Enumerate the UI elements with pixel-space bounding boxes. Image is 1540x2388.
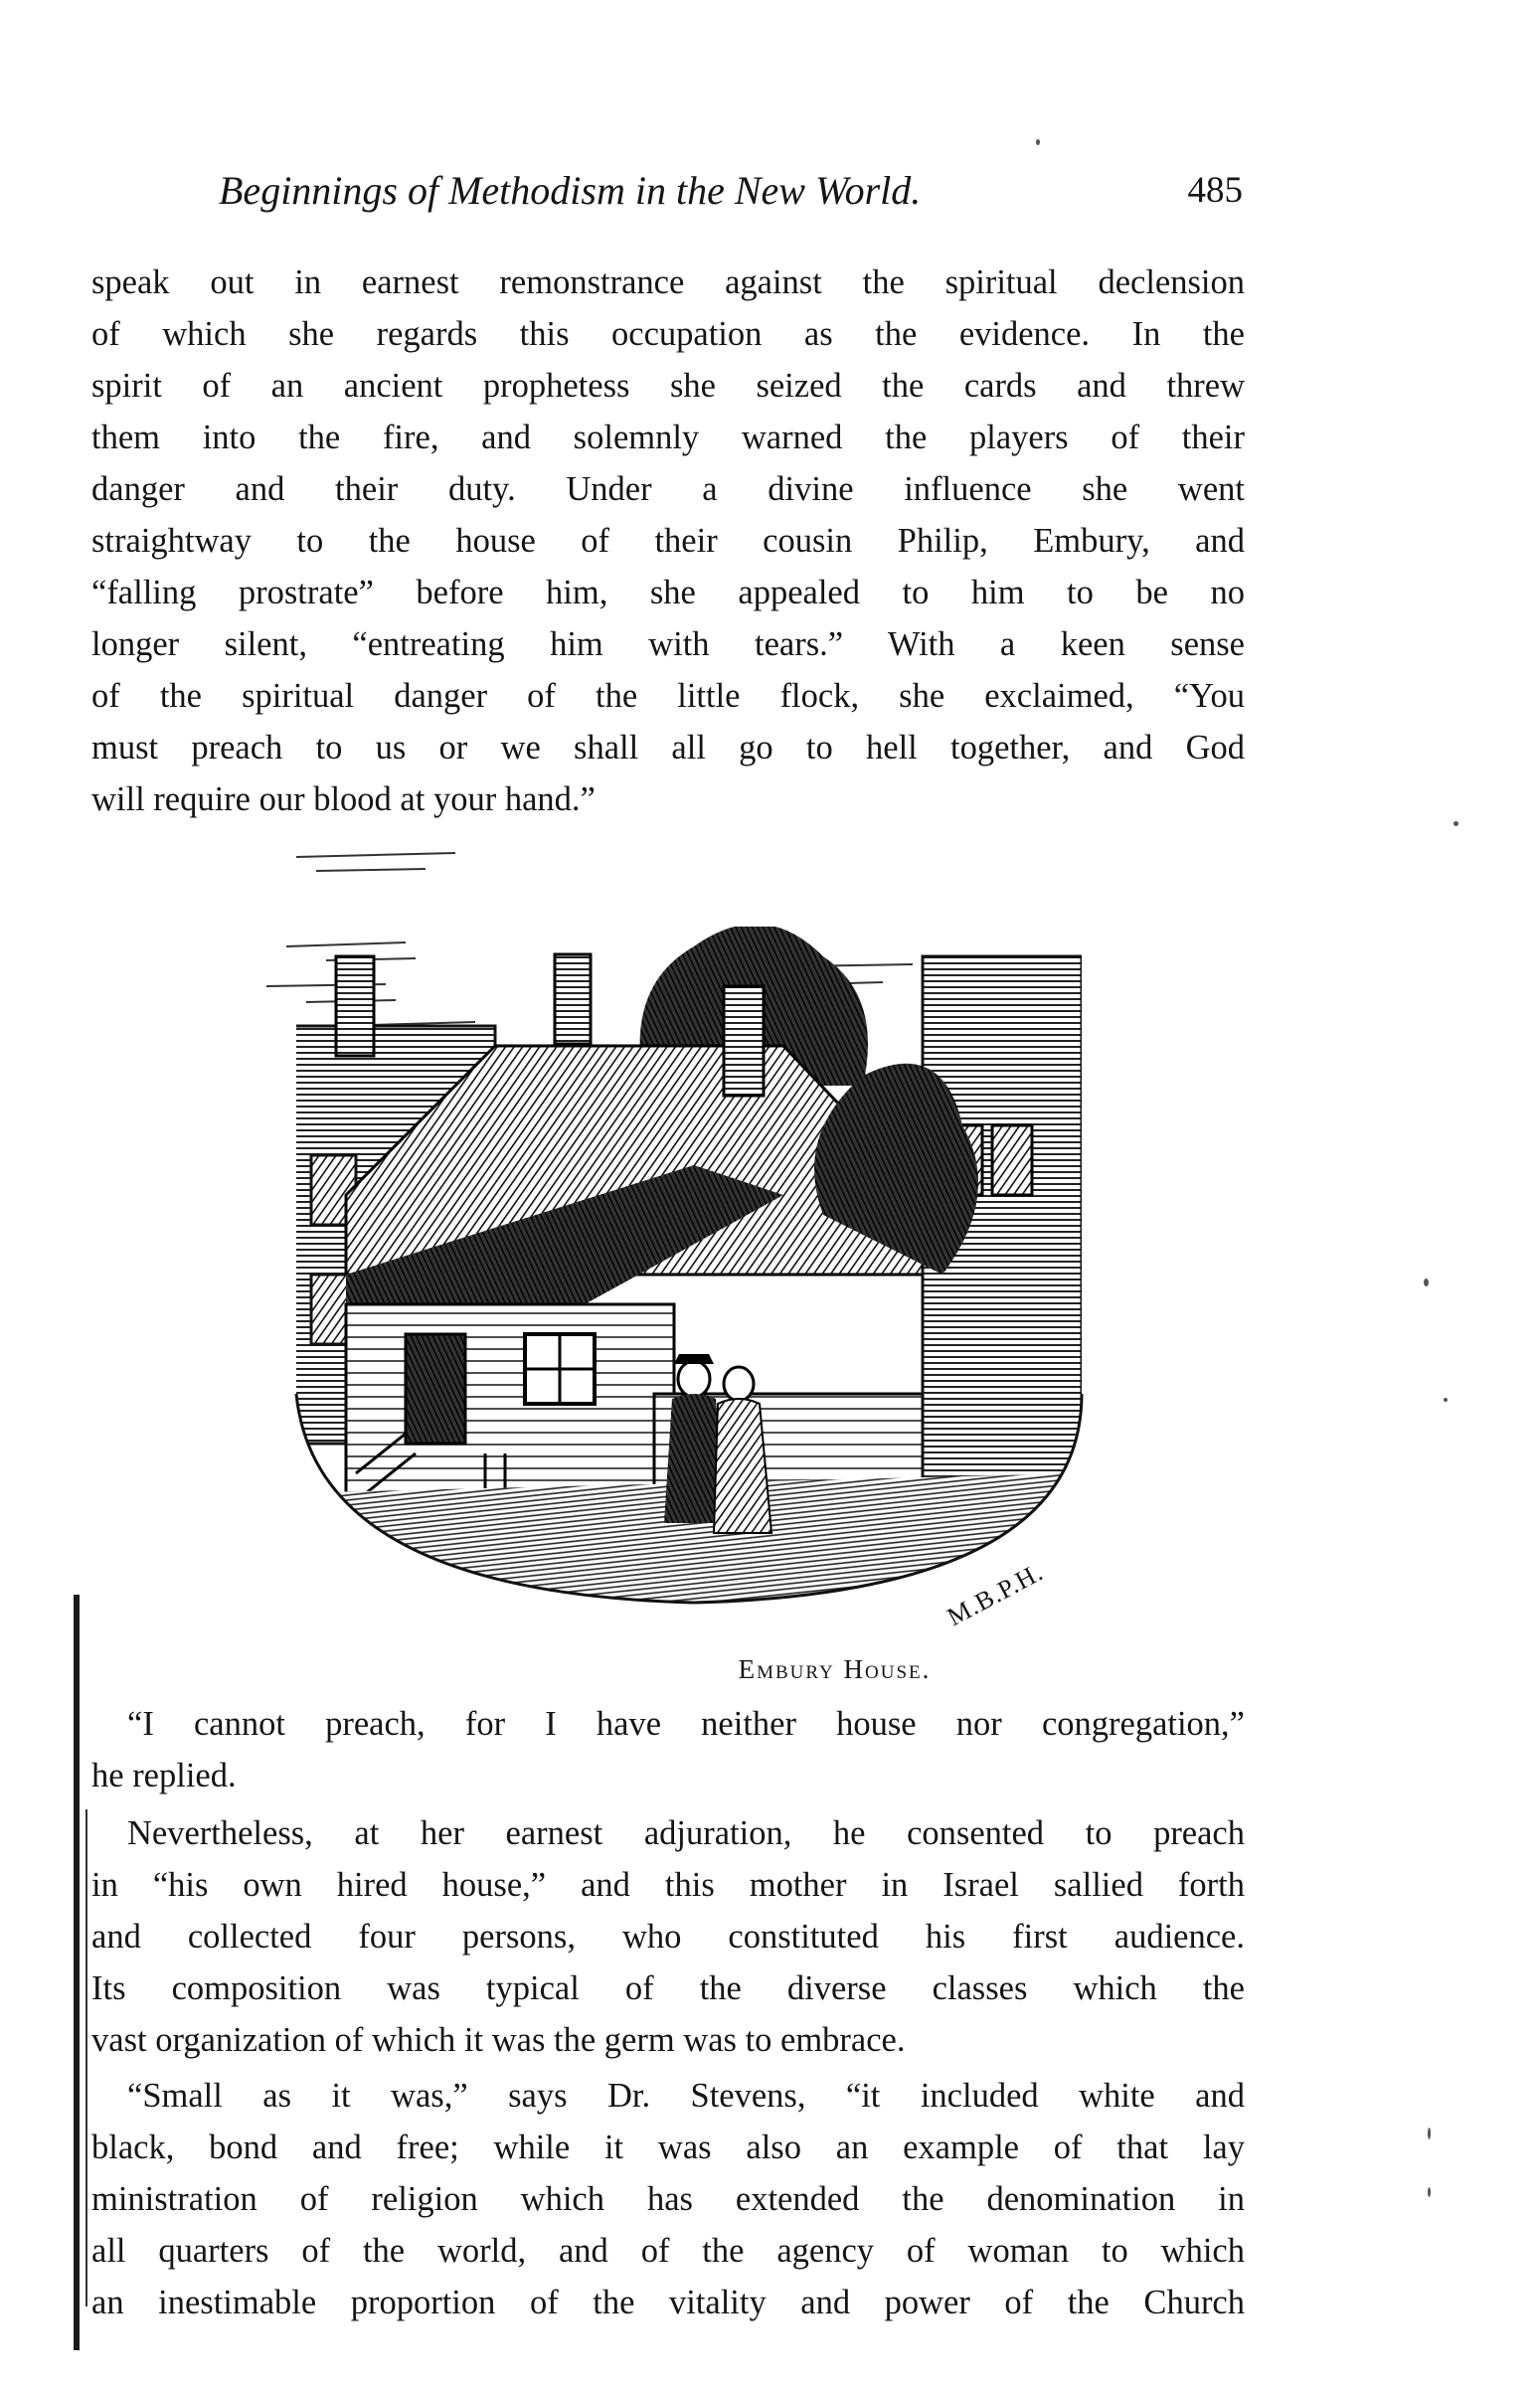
text-line: of the spiritual danger of the little flock, she exclaimed, “You <box>91 677 1245 715</box>
page-number: 485 <box>1187 170 1243 211</box>
margin-rule-thin <box>86 1809 87 2306</box>
paragraph-reply <box>91 1698 1245 1801</box>
text-line: and collected four persons, who constituted his first audience. <box>91 1918 1245 1956</box>
text-line: “I cannot preach, for I have neither house nor congregation,” <box>127 1705 1245 1743</box>
text-line: will require our blood at your hand.” <box>91 780 596 818</box>
text-line: black, bond and free; while it was also an example of that lay <box>91 2129 1245 2166</box>
text-line: he replied. <box>91 1757 237 1794</box>
text-line: “falling prostrate” before him, she appealed to him to be no <box>91 574 1245 611</box>
text-line: longer silent, “entreating him with tears.” With a keen sense <box>91 625 1245 663</box>
paragraph-top <box>91 256 1245 825</box>
text-line: in “his own hired house,” and this mother in Israel sallied forth <box>91 1866 1245 1904</box>
running-head <box>219 167 1243 227</box>
text-line: must preach to us or we shall all go to hell together, and God <box>91 729 1245 767</box>
scan-speck <box>1428 2128 1431 2139</box>
text-line: ministration of religion which has extended the denomination in <box>91 2180 1245 2218</box>
illustration-caption: Embury House. <box>738 1654 932 1684</box>
text-line: spirit of an ancient prophetess she seized the cards and threw <box>91 367 1245 405</box>
engraver-signature: M.B.P.H. <box>941 1557 1049 1632</box>
running-title: Beginnings of Methodism in the New World. <box>219 168 922 213</box>
margin-rule <box>74 1595 80 2350</box>
two-figures <box>664 1354 771 1533</box>
text-line: speak out in earnest remonstrance against the spiritual declension <box>91 263 1245 301</box>
scan-speck <box>1036 139 1040 145</box>
text-line: Its composition was typical of the diverse classes which the <box>91 1969 1245 2007</box>
text-line: them into the fire, and solemnly warned the players of their <box>91 419 1245 456</box>
paragraph-stevens <box>91 2070 1245 2328</box>
scan-speck <box>1428 2187 1431 2197</box>
text-line: of which she regards this occupation as the evidence. In the <box>91 315 1245 353</box>
text-line: “Small as it was,” says Dr. Stevens, “it included white and <box>127 2077 1245 2115</box>
scan-speck <box>1454 821 1458 826</box>
scan-speck <box>1444 1398 1448 1402</box>
text-line: all quarters of the world, and of the agency of woman to which <box>91 2232 1245 2270</box>
text-line: vast organization of which it was the germ was to embrace. <box>91 2021 906 2059</box>
text-line: straightway to the house of their cousin Philip, Embury, and <box>91 522 1245 560</box>
text-line: an inestimable proportion of the vitality and power of the Church <box>91 2284 1245 2321</box>
paragraph-nevertheless <box>91 1807 1245 2066</box>
embury-house-engraving <box>227 837 1121 1632</box>
text-line: Nevertheless, at her earnest adjuration, he consented to preach <box>127 1814 1245 1852</box>
text-line: danger and their duty. Under a divine influence she went <box>91 470 1245 508</box>
scan-speck <box>1424 1279 1429 1286</box>
